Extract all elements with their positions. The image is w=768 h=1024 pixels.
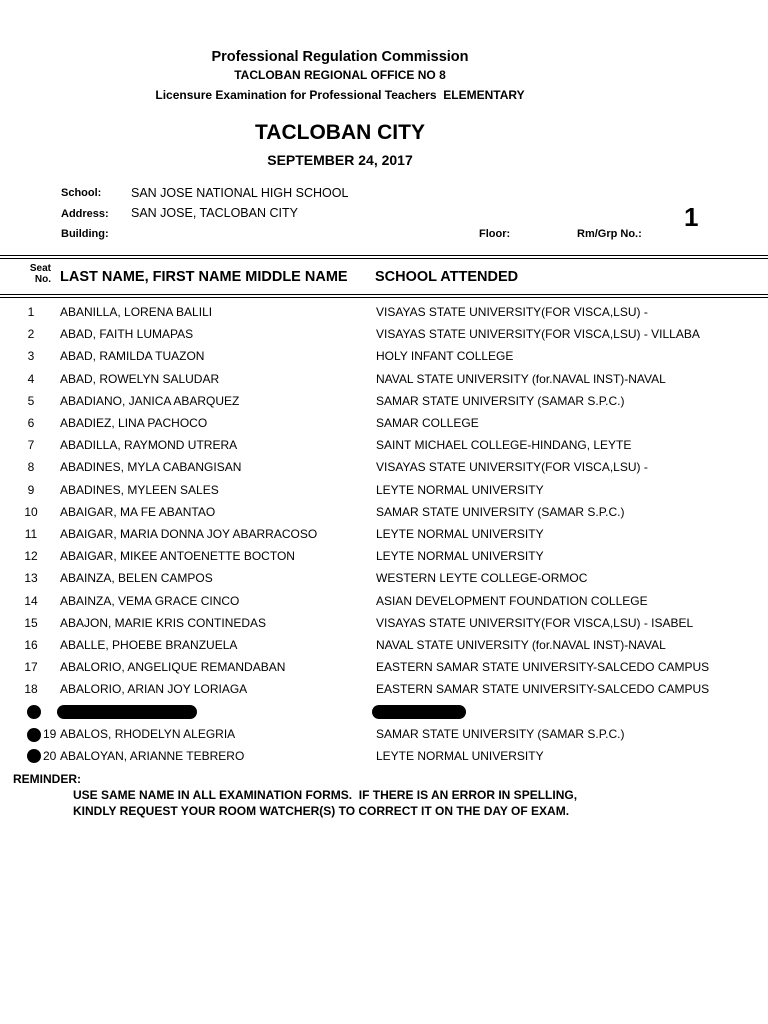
exam-title: Licensure Examination for Professional Teachers ELEMENTARY: [155, 88, 525, 102]
school-attended: VISAYAS STATE UNIVERSITY(FOR VISCA,LSU) - VILLABA: [376, 327, 700, 342]
organization-title: Professional Regulation Commission: [211, 49, 469, 65]
exam-date: SEPTEMBER 24, 2017: [267, 152, 413, 168]
seat-number: 9: [27, 482, 35, 497]
examinee-name: ABADIANO, JANICA ABARQUEZ: [60, 393, 240, 408]
seat-number: 16: [24, 638, 38, 652]
examinee-name: ABALORIO, ARIAN JOY LORIAGA: [60, 682, 248, 697]
examinee-name: ABAIGAR, MIKEE ANTOENETTE BOCTON: [60, 549, 295, 564]
school-attended: LEYTE NORMAL UNIVERSITY: [376, 749, 544, 763]
examinee-name: ABALORIO, ANGELIQUE REMANDABAN: [60, 660, 286, 675]
school-attended: NAVAL STATE UNIVERSITY (for.NAVAL INST)-NAVAL: [376, 638, 666, 652]
examinee-name: ABADINES, MYLEEN SALES: [60, 482, 219, 497]
reminder-line-2: KINDLY REQUEST YOUR ROOM WATCHER(S) TO CORRECT IT ON THE DAY OF EXAM.: [73, 804, 570, 818]
table-row: [0, 549, 768, 571]
table-row: [0, 416, 768, 438]
seat-number: 6: [27, 416, 35, 430]
school-attended: LEYTE NORMAL UNIVERSITY: [376, 482, 544, 497]
table-row: [0, 505, 768, 527]
table-row: [0, 394, 768, 416]
school-attended: SAMAR STATE UNIVERSITY (SAMAR S.P.C.): [376, 504, 625, 519]
room-number: 1: [684, 202, 699, 232]
examinee-name: ABAIGAR, MARIA DONNA JOY ABARRACOSO: [60, 527, 318, 541]
table-row: [0, 749, 768, 771]
table-row: [0, 438, 768, 460]
examinee-name: ABADIEZ, LINA PACHOCO: [60, 416, 208, 430]
name-column-header: LAST NAME, FIRST NAME MIDDLE NAME: [60, 269, 348, 285]
redaction-mark: [57, 705, 197, 719]
school-attended: LEYTE NORMAL UNIVERSITY: [376, 527, 544, 541]
table-row: [0, 460, 768, 482]
table-row: [0, 594, 768, 616]
building-label: Building:: [61, 228, 109, 240]
table-row: [0, 616, 768, 638]
seat-number: 5: [27, 393, 35, 408]
seat-number: 20: [43, 749, 57, 763]
examinee-name: ABALOYAN, ARIANNE TEBRERO: [60, 749, 245, 763]
reminder-line-1: USE SAME NAME IN ALL EXAMINATION FORMS. IF THERE IS AN ERROR IN SPELLING,: [73, 788, 578, 802]
table-row: [0, 372, 768, 394]
seat-number: 4: [27, 371, 35, 386]
school-attended: SAMAR STATE UNIVERSITY (SAMAR S.P.C.): [376, 727, 625, 741]
seat-number: 2: [27, 327, 35, 342]
school-label: School:: [61, 187, 102, 199]
examinee-name: ABAD, RAMILDA TUAZON: [60, 349, 205, 364]
redaction-mark: [27, 705, 41, 719]
seat-header-line1: Seat: [29, 263, 51, 274]
redaction-mark: [372, 705, 466, 719]
examinee-name: ABAD, ROWELYN SALUDAR: [60, 371, 220, 386]
seat-number: 1: [27, 305, 35, 319]
examinee-name: ABALLE, PHOEBE BRANZUELA: [60, 638, 238, 652]
school-attended: HOLY INFANT COLLEGE: [376, 349, 514, 364]
seat-number: 19: [43, 727, 57, 741]
header-rule-bottom-2: [0, 297, 768, 298]
school-attended: ASIAN DEVELOPMENT FOUNDATION COLLEGE: [376, 593, 648, 608]
school-value: SAN JOSE NATIONAL HIGH SCHOOL: [131, 186, 349, 200]
seat-number: 3: [27, 349, 35, 364]
examinee-name: ABAINZA, BELEN CAMPOS: [60, 571, 213, 586]
school-attended: SAMAR COLLEGE: [376, 416, 479, 430]
header-rule-bottom-1: [0, 294, 768, 295]
seat-header-line2: No.: [34, 274, 51, 285]
examinee-name: ABADILLA, RAYMOND UTRERA: [60, 438, 238, 453]
school-attended: SAINT MICHAEL COLLEGE-HINDANG, LEYTE: [376, 438, 632, 453]
table-row: [0, 682, 768, 704]
seat-number: 7: [27, 438, 35, 453]
school-attended: VISAYAS STATE UNIVERSITY(FOR VISCA,LSU) -: [376, 305, 648, 319]
header-rule-top-1: [0, 255, 768, 256]
header-rule-top-2: [0, 258, 768, 259]
regional-office: TACLOBAN REGIONAL OFFICE NO 8: [234, 68, 446, 82]
examinee-name: ABADINES, MYLA CABANGISAN: [60, 460, 242, 475]
school-attended: SAMAR STATE UNIVERSITY (SAMAR S.P.C.): [376, 393, 625, 408]
table-row: [0, 660, 768, 682]
school-column-header: SCHOOL ATTENDED: [375, 269, 519, 285]
seat-number: 17: [24, 660, 38, 675]
seat-number: 13: [24, 571, 38, 586]
seat-number: 10: [24, 504, 38, 519]
school-attended: LEYTE NORMAL UNIVERSITY: [376, 549, 544, 564]
examinee-name: ABAINZA, VEMA GRACE CINCO: [60, 593, 240, 608]
seat-number: 11: [24, 527, 38, 541]
table-row: [0, 483, 768, 505]
seat-number: 8: [27, 460, 35, 475]
table-row: [0, 327, 768, 349]
table-row: [0, 727, 768, 749]
address-label: Address:: [61, 208, 109, 220]
exam-city: TACLOBAN CITY: [255, 121, 425, 144]
seat-number: 18: [24, 682, 38, 697]
examinee-name: ABANILLA, LORENA BALILI: [60, 305, 213, 319]
table-row: [0, 571, 768, 593]
examinee-name: ABALOS, RHODELYN ALEGRIA: [60, 727, 236, 741]
reminder-label: REMINDER:: [13, 772, 81, 786]
seat-number: 14: [24, 593, 38, 608]
school-attended: EASTERN SAMAR STATE UNIVERSITY-SALCEDO CAMPUS: [376, 682, 710, 697]
table-row: [0, 527, 768, 549]
table-row: [0, 305, 768, 327]
examinee-name: ABAJON, MARIE KRIS CONTINEDAS: [60, 615, 267, 630]
room-label: Rm/Grp No.:: [577, 228, 642, 240]
school-attended: VISAYAS STATE UNIVERSITY(FOR VISCA,LSU) - ISABEL: [376, 615, 694, 630]
table-row: [0, 638, 768, 660]
seat-header: [24, 263, 51, 285]
table-row: [0, 349, 768, 371]
examinee-name: ABAIGAR, MA FE ABANTAO: [60, 504, 216, 519]
school-attended: WESTERN LEYTE COLLEGE-ORMOC: [376, 571, 588, 586]
examinee-name: ABAD, FAITH LUMAPAS: [60, 327, 194, 342]
school-attended: VISAYAS STATE UNIVERSITY(FOR VISCA,LSU) -: [376, 460, 648, 475]
floor-label: Floor:: [479, 228, 511, 240]
seat-number: 12: [24, 549, 38, 564]
address-value: SAN JOSE, TACLOBAN CITY: [131, 206, 298, 220]
school-attended: NAVAL STATE UNIVERSITY (for.NAVAL INST)-NAVAL: [376, 371, 666, 386]
school-attended: EASTERN SAMAR STATE UNIVERSITY-SALCEDO CAMPUS: [376, 660, 710, 675]
seat-number: 15: [24, 615, 38, 630]
